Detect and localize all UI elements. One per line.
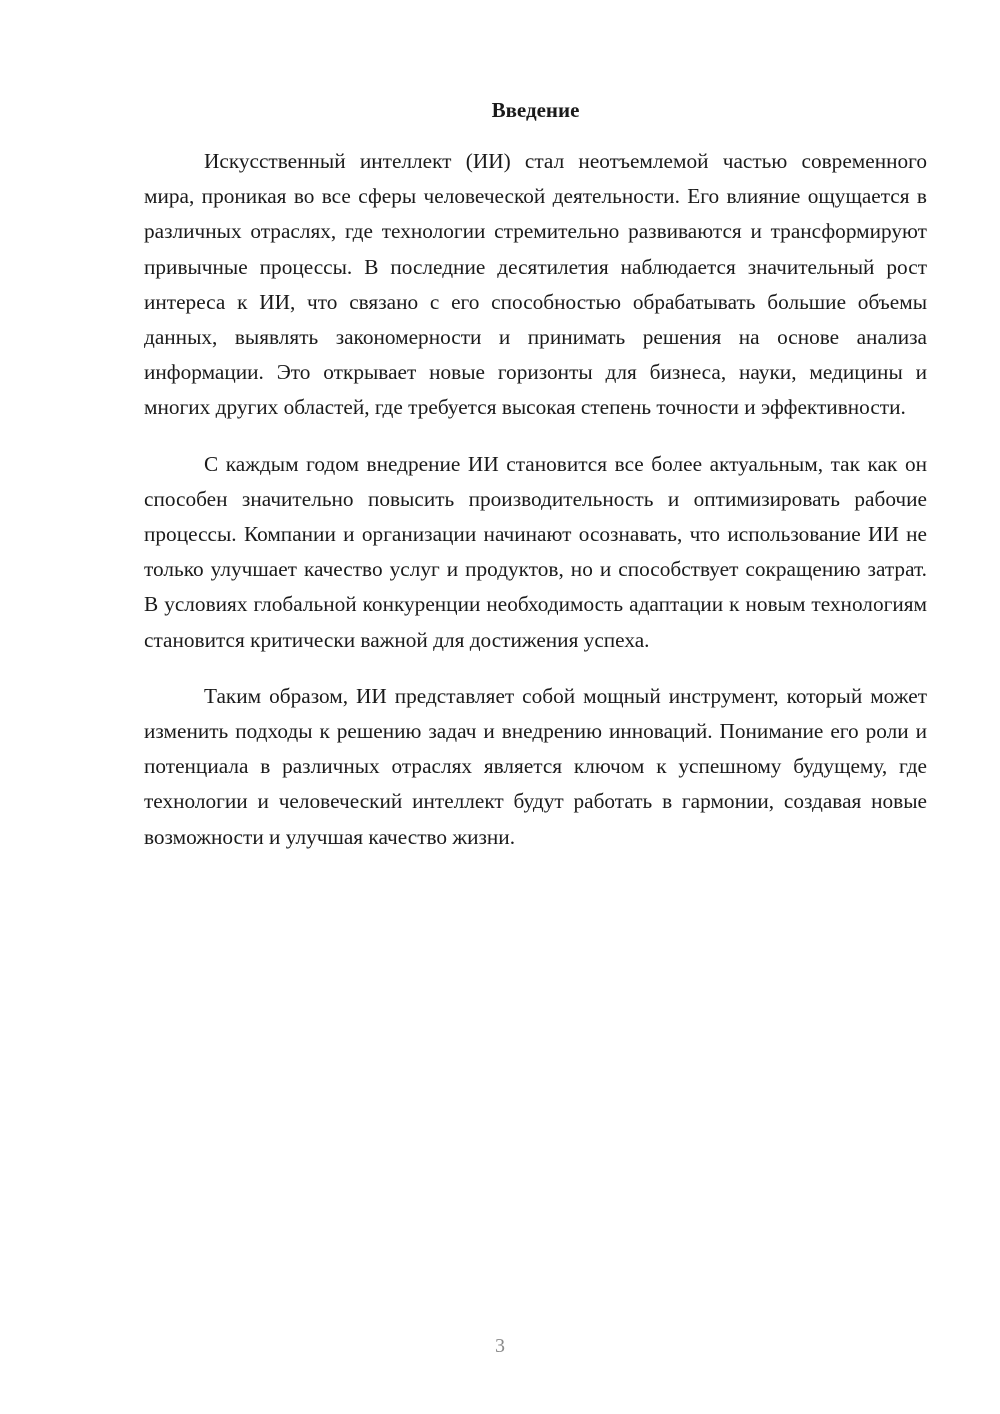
section-title: Введение — [491, 98, 580, 122]
page-content — [144, 94, 927, 876]
paragraph-1: Искусственный интеллект (ИИ) стал неотъемлемой частью современного мира, проникая во все сферы человеческой деятельности. Его влияние ощущается в различных отраслях, где технологии стремительно развиваются и трансформируют привычные процессы. В последние десятилетия наблюдается значительный рост интереса к ИИ, что связано с его способностью обрабатывать большие объемы данных, выявлять закономерности и принимать решения на основе анализа информации. Это открывает новые горизонты для бизнеса, науки, медицины и многих других областей, где требуется высокая степень точности и эффективности. — [144, 149, 927, 420]
paragraph-3: Таким образом, ИИ представляет собой мощный инструмент, который может изменить подходы к решению задач и внедрению инноваций. Понимание его роли и потенциала в различных отраслях является ключом к успешному будущему, где технологии и человеческий интеллект будут работать в гармонии, создавая новые возможности и улучшая качество жизни. — [144, 683, 927, 849]
paragraph-2: С каждым годом внедрение ИИ становится все более актуальным, так как он способен значительно повысить производительность и оптимизировать рабочие процессы. Компании и организации начинают осознавать, что использование ИИ не только улучшает качество услуг и продуктов, но и способствует сокращению затрат. В условиях глобальной конкуренции необходимость адаптации к новым технологиям становится критически важной для достижения успеха. — [144, 451, 927, 652]
page-number: 3 — [495, 1335, 505, 1357]
